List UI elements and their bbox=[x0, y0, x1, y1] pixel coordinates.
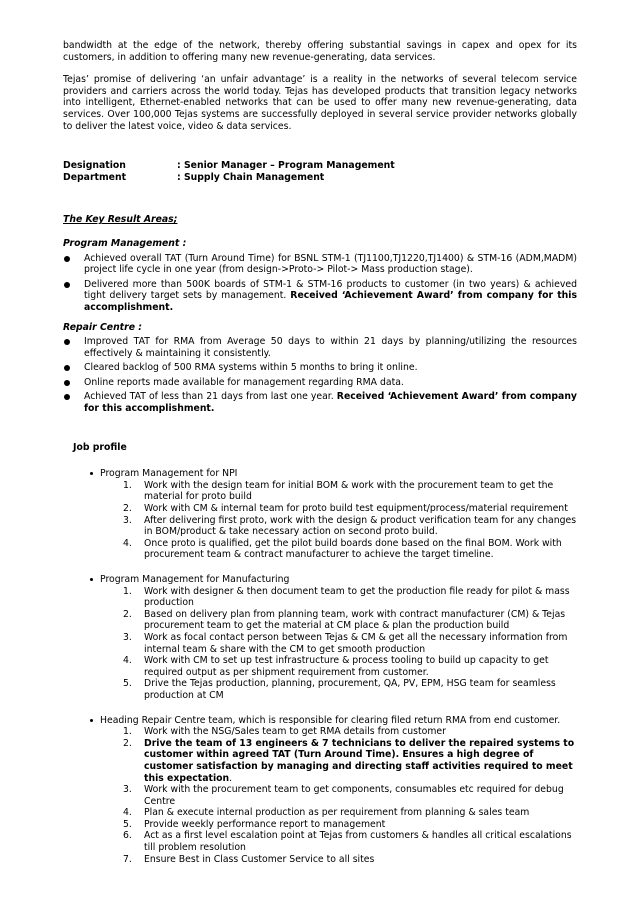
bullet-icon bbox=[90, 472, 93, 475]
list-item: 3. Work as focal contact person between Tejas & CM & get all the necessary information from internal team & share with the CM to get smooth production bbox=[123, 631, 568, 655]
list-item: 2. Based on delivery plan from planning team, work with contract manufacturer (CM) & Tejas procurement team to get the material at CM place & plan the production build bbox=[123, 608, 566, 632]
list-item: 6. Act as a first level escalation point at Tejas from customers & handles all critical escalations till problem resolution bbox=[123, 830, 572, 854]
list-item: 3. After delivering first proto, work with the design & product verification team for any changes in BOM/product & take necessary action on second proto build. bbox=[123, 514, 577, 538]
list-item: Cleared backlog of 500 RMA systems within 5 months to bring it online. bbox=[63, 362, 577, 374]
list-item: 1. Work with the NSG/Sales team to get RMA details from customer bbox=[123, 726, 446, 738]
job-profile-steps bbox=[100, 726, 577, 865]
list-item: 5. Provide weekly performance report to management bbox=[123, 818, 386, 830]
list-item: 7. Ensure Best in Class Customer Service to all sites bbox=[123, 853, 375, 865]
program-management-list bbox=[63, 253, 577, 314]
list-item: 5. Drive the Tejas production, planning, procurement, QA, PV, EPM, HSG team for seamless production at CM bbox=[123, 678, 556, 701]
list-item: 2. Drive the team of 13 engineers & 7 technicians to deliver the repaired systems to customer within agreed TAT (Turn Around Time). Ensures a high degree of customer satisfaction by managing and directing staff activities required to meet this expectation. bbox=[123, 737, 575, 784]
list-item: 2. Work with CM & internal team for proto build test equipment/process/material requirement bbox=[123, 503, 568, 515]
list-item: Delivered more than 500K boards of STM-1 & STM-16 products to customer (in two years) & achieved tight delivery target sets by management. Received ‘Achievement Award’ from company for this accomplishment. bbox=[63, 279, 577, 314]
job-profile-steps bbox=[100, 480, 577, 561]
list-item: 1. Work with designer & then document team to get the production file ready for pilot & mass production bbox=[123, 585, 570, 609]
job-profile-section-title: Heading Repair Centre team, which is responsible for clearing filed return RMA from end customer. bbox=[100, 714, 561, 726]
intro-paragraph-1: bandwidth at the edge of the network, thereby offering substantial savings in capex and opex for its customers, in addition to offering many new revenue-generating, data services. bbox=[63, 40, 577, 63]
list-item: 1. Work with the design team for initial BOM & work with the procurement team to get the material for proto build bbox=[123, 479, 554, 503]
designation-value: : Senior Manager – Program Management bbox=[177, 160, 395, 172]
list-item: Achieved TAT of less than 21 days from last one year. Received ‘Achievement Award’ from company for this accomplishment. bbox=[63, 391, 577, 414]
job-profile-section-title: Program Management for Manufacturing bbox=[100, 574, 290, 585]
list-item: 4. Work with CM to set up test infrastructure & process tooling to build up capacity to get required output as per shipment requirement from customer. bbox=[123, 655, 549, 678]
department-row bbox=[63, 172, 577, 184]
list-item: 4. Once proto is qualified, get the pilot build boards done based on the final BOM. Work with procurement team & contract manufacturer to achieve the target timeline. bbox=[123, 537, 562, 561]
department-value: : Supply Chain Management bbox=[177, 171, 325, 183]
list-item: Improved TAT for RMA from Average 50 days to within 21 days by planning/utilizing the resources effectively & maintaining it consistently. bbox=[63, 336, 577, 359]
job-profile-section bbox=[63, 468, 577, 561]
list-item: 4. Plan & execute internal production as per requirement from planning & sales team bbox=[123, 807, 530, 819]
job-profile-section-title: Program Management for NPI bbox=[100, 468, 238, 480]
list-item: Achieved overall TAT (Turn Around Time) for BSNL STM-1 (TJ1100,TJ1220,TJ1400) & STM-16 (ADM,MADM) project life cycle in one year (from design->Proto-> Pilot-> Mass production stage). bbox=[63, 253, 577, 276]
bullet-icon bbox=[64, 282, 70, 288]
key-result-areas-heading: The Key Result Areas; bbox=[63, 214, 178, 226]
bullet-icon bbox=[90, 719, 93, 722]
resume-page bbox=[63, 40, 577, 878]
intro-paragraph-2: Tejas’ promise of delivering ‘an unfair advantage’ is a reality in the networks of several telecom service providers and carriers across the world today. Tejas has developed products that transition legacy networks into intelligent, Ethernet-enabled networks that can be used to offer many new revenue-generating, data services. Over 100,000 Tejas systems are successfully deployed in several service provider networks globally to deliver the latest voice, video & data services. bbox=[63, 74, 577, 132]
list-item: 3. Work with the procurement team to get components, consumables etc required for debug Centre bbox=[123, 784, 564, 807]
bullet-icon bbox=[64, 365, 70, 371]
bullet-icon bbox=[64, 256, 70, 262]
job-profile-steps bbox=[100, 586, 577, 702]
program-management-heading: Program Management : bbox=[63, 237, 187, 249]
bullet-icon bbox=[90, 578, 93, 581]
job-profile-section bbox=[63, 574, 577, 702]
position-details bbox=[63, 160, 577, 183]
department-label: Department bbox=[63, 171, 127, 183]
bullet-icon bbox=[64, 394, 70, 400]
bullet-icon bbox=[64, 339, 70, 345]
job-profile-heading: Job profile bbox=[73, 441, 127, 453]
repair-centre-list bbox=[63, 336, 577, 415]
list-item: Online reports made available for management regarding RMA data. bbox=[63, 377, 577, 389]
repair-centre-heading: Repair Centre : bbox=[63, 321, 142, 333]
designation-row bbox=[63, 160, 577, 172]
bullet-icon bbox=[64, 380, 70, 386]
job-profile-section bbox=[63, 715, 577, 866]
designation-label: Designation bbox=[63, 160, 126, 172]
